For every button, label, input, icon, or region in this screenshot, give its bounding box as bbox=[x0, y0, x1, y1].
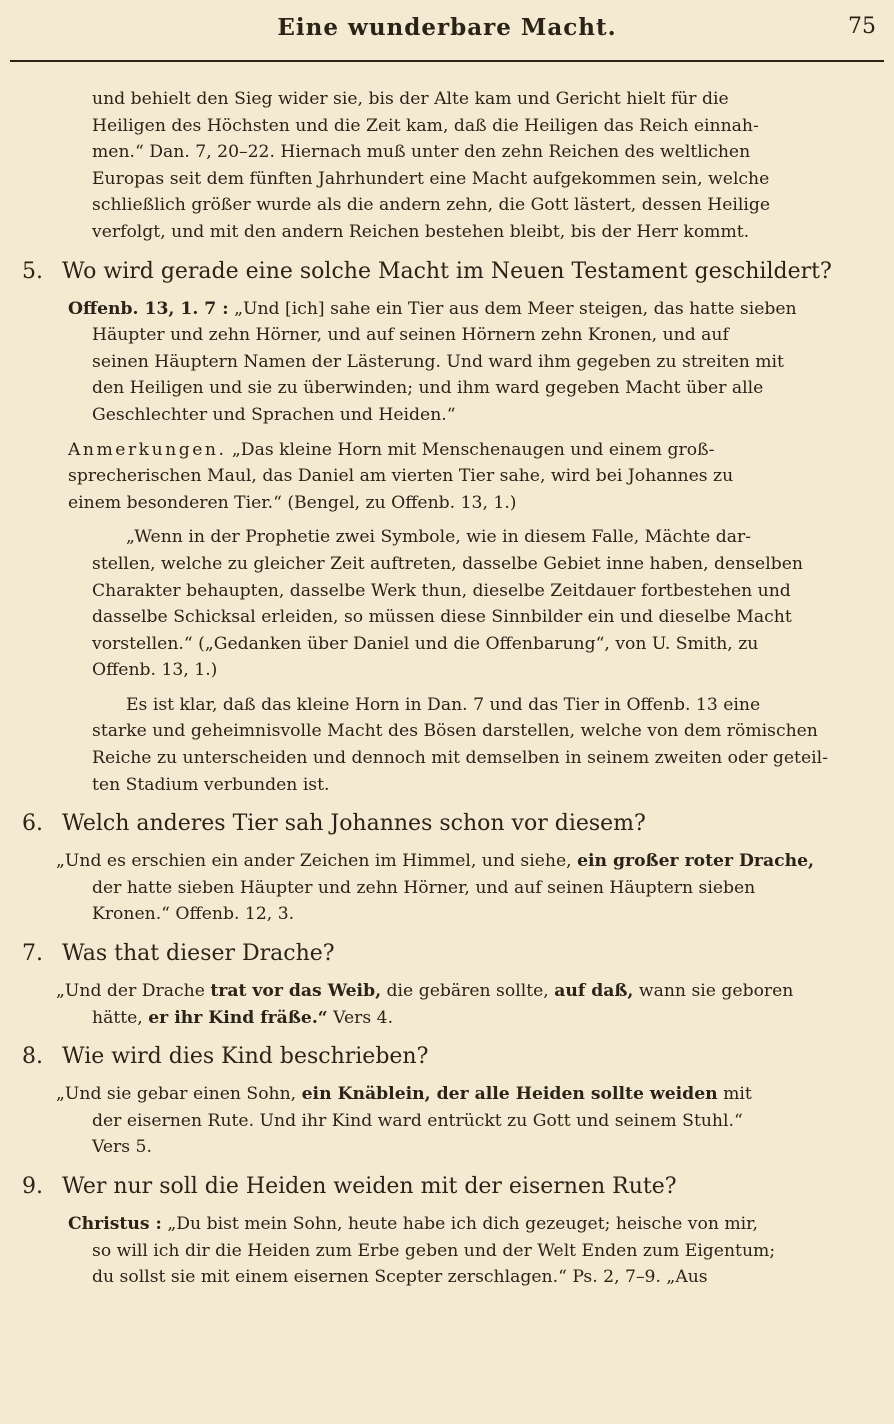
answer-5 bbox=[0, 296, 894, 799]
answer-6 bbox=[0, 848, 894, 928]
emphasis-text: ein großer roter Drache, bbox=[577, 851, 815, 872]
header-rule bbox=[10, 60, 884, 62]
text-line: stellen, welche zu gleicher Zeit auftreten, dasselbe Gebiet inne haben, denselben bbox=[92, 553, 803, 574]
text-line: und behielt den Sieg wider sie, bis der Alte kam und Gericht hielt für die bbox=[92, 89, 729, 109]
text-line: schließlich größer wurde als die andern zehn, die Gott lästert, dessen Heilige bbox=[92, 195, 771, 216]
text-line: dasselbe Schicksal erleiden, so müssen diese Sinnbilder ein und dieselbe Macht bbox=[92, 607, 792, 628]
verse-reference: Vers 4. bbox=[327, 1007, 394, 1028]
text-line: vorstellen.“ („Gedanken über Daniel und die Offenbarung“, von U. Smith, zu bbox=[92, 633, 759, 654]
quote-text: hätte, bbox=[92, 1007, 149, 1028]
emphasis-text: auf daß, bbox=[554, 981, 634, 1002]
text-line: verfolgt, und mit den andern Reichen bestehen bleibt, bis der Herr kommt. bbox=[92, 221, 750, 242]
question-9 bbox=[0, 1171, 894, 1203]
quote-text: wann sie geboren bbox=[633, 981, 794, 1002]
text-line: du sollst sie mit einem eisernen Scepter zerschlagen.“ Ps. 2, 7–9. „Aus bbox=[92, 1267, 708, 1288]
emphasis-text: er ihr Kind fräße.“ bbox=[148, 1007, 328, 1028]
text-line bbox=[0, 1211, 894, 1238]
text-line: Heiligen des Höchsten und die Zeit kam, daß die Heiligen das Reich einnah- bbox=[92, 115, 759, 136]
emphasis-text: ein Knäblein, der alle Heiden sollte weiden bbox=[301, 1084, 718, 1105]
text-line: einem besonderen Tier.“ (Bengel, zu Offenb. 13, 1.) bbox=[68, 492, 517, 513]
text-line: Vers 5. bbox=[92, 1137, 152, 1158]
quote-text: „Und es erschien ein ander Zeichen im Himmel, und siehe, bbox=[56, 851, 578, 872]
text-line: so will ich dir die Heiden zum Erbe geben und der Welt Enden zum Eigentum; bbox=[92, 1240, 776, 1261]
text-line: „Wenn in der Prophetie zwei Symbole, wie in diesem Falle, Mächte dar- bbox=[126, 527, 751, 548]
page-body bbox=[0, 86, 894, 1291]
text-line: ten Stadium verbunden ist. bbox=[92, 774, 330, 795]
question-text: Was that dieser Drache? bbox=[62, 941, 335, 967]
answer-9 bbox=[0, 1211, 894, 1291]
text-line: Kronen.“ Offenb. 12, 3. bbox=[92, 904, 295, 925]
question-8 bbox=[0, 1041, 894, 1073]
text-line: Häupter und zehn Hörner, und auf seinen Hörnern zehn Kronen, und auf bbox=[92, 325, 729, 346]
text-line: den Heiligen und sie zu überwinden; und ihm ward gegeben Macht über alle bbox=[92, 378, 764, 399]
quote-text: „Und [ich] sahe ein Tier aus dem Meer steigen, das hatte sieben bbox=[228, 298, 797, 319]
question-number: 8. bbox=[22, 1044, 43, 1070]
question-6 bbox=[0, 808, 894, 840]
text-line: Charakter behaupten, dasselbe Werk thun, dieselbe Zeitdauer fortbestehen und bbox=[92, 580, 791, 601]
question-text: Welch anderes Tier sah Johannes schon vor diesem? bbox=[62, 811, 646, 837]
question-number: 9. bbox=[22, 1174, 43, 1199]
question-7 bbox=[0, 938, 894, 970]
text-line: Reiche zu unterscheiden und dennoch mit demselben in seinem zweiten oder geteil- bbox=[92, 748, 828, 769]
running-title: Eine wunderbare Macht. bbox=[277, 14, 617, 41]
text-line: Europas seit dem fünften Jahrhundert eine Macht aufgekommen sein, welche bbox=[92, 168, 770, 189]
question-5 bbox=[0, 256, 894, 288]
scripture-reference: Christus : bbox=[68, 1214, 162, 1234]
text-line: Es ist klar, daß das kleine Horn in Dan. 7 und das Tier in Offenb. 13 eine bbox=[126, 694, 761, 715]
text-line bbox=[0, 978, 894, 1005]
question-number: 6. bbox=[22, 811, 43, 837]
note-text: „Das kleine Horn mit Menschenaugen und einem groß- bbox=[226, 439, 715, 460]
question-text: Wo wird gerade eine solche Macht im Neuen Testament geschildert? bbox=[62, 258, 832, 284]
text-line: Offenb. 13, 1.) bbox=[92, 660, 218, 681]
quote-text: die gebären sollte, bbox=[381, 981, 555, 1002]
question-number: 7. bbox=[22, 941, 43, 967]
quote-text: „Du bist mein Sohn, heute habe ich dich gezeuget; heische von mir, bbox=[161, 1214, 758, 1234]
page-number: 75 bbox=[848, 14, 876, 39]
text-line: Geschlechter und Sprachen und Heiden.“ bbox=[92, 404, 456, 425]
text-line: seinen Häuptern Namen der Lästerung. Und ward ihm gegeben zu streiten mit bbox=[92, 351, 784, 372]
answer-8 bbox=[0, 1081, 894, 1161]
quote-text: „Und der Drache bbox=[56, 981, 211, 1002]
question-number: 5. bbox=[22, 258, 43, 284]
text-line: der hatte sieben Häupter und zehn Hörner, und auf seinen Häuptern sieben bbox=[92, 877, 756, 898]
text-line bbox=[0, 437, 894, 464]
text-line bbox=[0, 296, 894, 323]
text-line: starke und geheimnisvolle Macht des Bösen darstellen, welche von dem römischen bbox=[92, 721, 818, 742]
question-text: Wie wird dies Kind beschrieben? bbox=[62, 1044, 429, 1070]
text-line bbox=[0, 1005, 894, 1032]
text-line: sprecherischen Maul, das Daniel am vierten Tier sahe, wird bei Johannes zu bbox=[68, 466, 734, 487]
answer-7 bbox=[0, 978, 894, 1031]
text-line: men.“ Dan. 7, 20–22. Hiernach muß unter den zehn Reichen des weltlichen bbox=[92, 142, 751, 163]
text-line: der eisernen Rute. Und ihr Kind ward entrückt zu Gott und seinem Stuhl.“ bbox=[92, 1110, 743, 1131]
text-line bbox=[0, 1081, 894, 1108]
text-line bbox=[0, 848, 894, 875]
question-text: Wer nur soll die Heiden weiden mit der eisernen Rute? bbox=[62, 1174, 677, 1199]
quote-text: mit bbox=[717, 1084, 752, 1105]
notes-label: Anmerkungen. bbox=[68, 439, 227, 460]
emphasis-text: trat vor das Weib, bbox=[210, 981, 382, 1002]
page-header bbox=[0, 0, 894, 60]
quote-text: „Und sie gebar einen Sohn, bbox=[56, 1084, 302, 1105]
intro-paragraph bbox=[0, 86, 894, 246]
scripture-reference: Offenb. 13, 1. 7 : bbox=[68, 298, 229, 319]
